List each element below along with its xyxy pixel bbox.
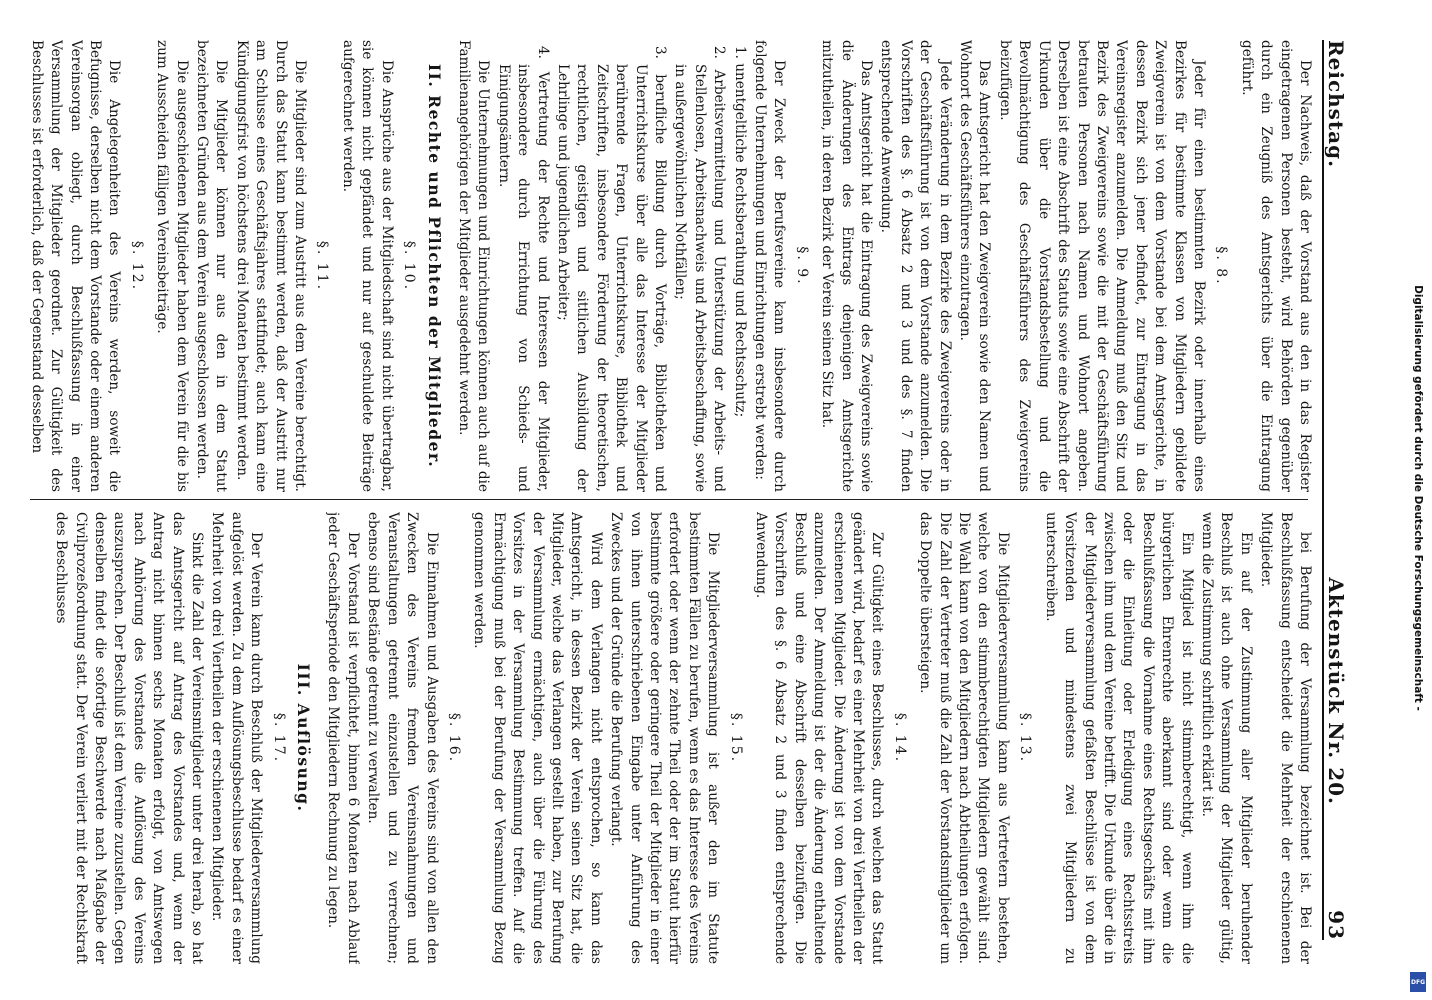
paragraph: Ein auf der Zustimmung aller Mitglieder beruhender Beschluß ist auch ohne Versammlung der Mitglieder gültig, wenn die Zustimmung schriftlich erklärt ist. bbox=[1198, 512, 1254, 964]
digitization-note bbox=[1407, 8, 1429, 988]
paragraph: Die ausgeschiedenen Mitglieder haben dem Verein für die bis zum Ausscheiden fälligen Vereinsbeiträge. bbox=[154, 40, 190, 492]
list-item: 4. Vertretung der Rechte und Interessen der Mitglieder, insbesondere durch Errichtung von Schieds- und Einigungsämtern. bbox=[495, 46, 551, 492]
section-number: §. 14. bbox=[891, 712, 908, 764]
text-column-left bbox=[28, 40, 1314, 492]
paragraph: Die Ansprüche aus der Mitgliedschaft sind nicht übertragbar, sie können nicht gepfändet und nur auf geschuldete Beiträge aufgerechnet werden. bbox=[339, 40, 395, 492]
digitization-note-text: Digitalisierung gefördert durch die Deutsche Forschungsgemeinschaft - bbox=[1412, 285, 1424, 711]
page-header bbox=[1322, 40, 1364, 940]
chapter-heading: III. Auflösung. bbox=[294, 663, 314, 813]
paragraph: Die Mitglieder können nur aus den in dem Statut bezeichneten Gründen aus dem Verein ausgeschlossen werden. bbox=[194, 40, 230, 492]
header-left: Reichstag. bbox=[1324, 40, 1348, 169]
section-number: §. 11. bbox=[314, 240, 331, 292]
section-number: §. 13. bbox=[1017, 712, 1034, 764]
paragraph: Jeder für einen bestimmten Bezirk oder innerhalb eines Bezirkes für bestimmte Klassen von Mitgliedern gebildete Zweigverein ist von dem Vorstande bei dem Amtsgerichte, in dessen Bezirk sich jener befindet, zur Eintragung in das Vereinsregister anzumelden. Die Anmeldung muß den Sitz und Bezirk des Zweigvereins sowie die mit der Geschäftsführung betrauten Personen nach Namen und Wohnort angeben. Derselben ist eine Abschrift des Statuts sowie eine Abschrift der Urkunden über die Vorstandsbestellung und die Bevollmächtigung des Geschäftsführers des Zweigvereins beizufügen. bbox=[996, 40, 1207, 492]
section-number: §. 15. bbox=[727, 712, 744, 764]
section-number: §. 10. bbox=[401, 240, 418, 292]
section-number: §. 12. bbox=[128, 240, 145, 292]
dfg-logo-text: DFG bbox=[1410, 978, 1425, 986]
paragraph: Das Amtsgericht hat die Eintragung des Zweigvereins sowie die Änderungen des Eintrags denjenigen Amtsgerichte mitzutheilen, in deren Bezirk der Verein seinen Sitz hat. bbox=[819, 40, 875, 492]
paragraph: Der Verein kann durch Beschluß der Mitgliederversammlung aufgelöst werden. Zu dem Auflösungsbeschlusse bedarf es einer Mehrheit von drei Viertheilen der erschienenen Mitglieder. bbox=[209, 512, 265, 964]
list-item: 1. unentgeltliche Rechtsberathung und Rechtsschutz; bbox=[731, 46, 748, 418]
paragraph: Zur Gültigkeit eines Beschlusses, durch welchen das Statut geändert wird, bedarf es einer Mehrheit von drei Viertheilen der erschienenen Mitglieder. Die Änderung ist von dem Vorstande anzumelden. Der Anmeldung ist der die Änderung enthaltende Beschluß und eine Abschrift desselben beizufügen. Die Vorschriften des §. 6 Absatz 2 und 3 finden entsprechende Anwendung. bbox=[753, 512, 886, 964]
chapter-heading: II. Rechte und Pflichten der Mitglieder. bbox=[424, 63, 444, 469]
paragraph: Der Zweck der Berufsvereine kann insbesondere durch folgende Unternehmungen und Einrichtungen erstrebt werden: bbox=[752, 40, 788, 492]
paragraph: Ein Mitglied ist nicht stimmberechtigt, wenn ihm die bürgerlichen Ehrenrechte aberkannt sind oder wenn die Beschlußfassung die Vornahme eines Rechtsgeschäfts mit ihm oder die Einleitung oder Erledigung eines Rechtsstreits zwischen ihm und dem Vereine betrifft. Die Urkunde über die in der Mitgliederversammlung gefaßten Beschlüsse ist von dem Vorsitzenden und mindestens zwei Mitgliedern zu unterschreiben. bbox=[1042, 512, 1195, 964]
header-title: Aktenstück Nr. 20. bbox=[1324, 577, 1348, 805]
paragraph: Der Nachweis, daß der Vorstand aus den in das Register eingetragenen Personen besteht, wird Behörden gegenüber durch ein Zeugniß des Amtsgerichts über die Eintragung geführt. bbox=[1238, 40, 1313, 492]
list-item: 2. Arbeitsvermittelung und Unterstützung der Arbeits- und Stellenlosen, Arbeitsnachweis und Arbeitsbeschaffung, sowie in außergewöhnlichen Nothfällen; bbox=[672, 46, 728, 492]
section-number: §. 9. bbox=[793, 246, 810, 286]
paragraph: Die Mitglieder sind zum Austritt aus dem Vereine berechtigt. Durch das Statut kann bestimmt werden, daß der Austritt nur am Schlusse eines Geschäftsjahres stattfindet; auch kann eine Kündigungsfrist von höchstens drei Monaten bestimmt werden. bbox=[233, 40, 309, 492]
paragraph: Der Vorstand ist verpflichtet, binnen 6 Monaten nach Ablauf jeder Geschäftsperiode den Mitgliedern Rechnung zu legen. bbox=[325, 512, 361, 964]
paragraph: Die Angelegenheiten des Vereins werden, soweit die Befugnisse, derselben nicht dem Vorstande oder einem anderen Vereinsorgan obliegt, durch Beschlußfassung in einer Versammlung der Mitglieder geordnet. Zur Gültigkeit des Beschlusses ist erforderlich, daß der Gegenstand desselben bbox=[28, 40, 123, 492]
dfg-logo-icon bbox=[1410, 972, 1426, 992]
paragraph: Die Unternehmungen und Einrichtungen können auch auf die Familienangehörigen der Mitglieder ausgedehnt werden. bbox=[455, 40, 492, 492]
page-number: 93 bbox=[1324, 910, 1348, 940]
paragraph: Das Amtsgericht hat den Zweigverein sowie den Namen und Wohnort des Geschäftsführers einzutragen. bbox=[957, 40, 993, 492]
rotated-document-page bbox=[8, 0, 1378, 1000]
paragraph: Sinkt die Zahl der Vereinsmitglieder unter drei herab, so hat das Amtsgericht auf Antrag des Vorstandes und, wenn der Antrag nicht binnen sechs Monaten erfolgt, von Amtswegen nach Anhörung des Vorstandes die Auflösung des Vereins auszusprechen. Der Beschluß ist dem Vereine zuzustellen. Gegen denselben findet die sofortige Beschwerde nach Maßgabe der Civilprozeßordnung statt. Der Verein verliert mit der Rechtskraft des Beschlusses bbox=[53, 512, 206, 964]
paragraph: Wird dem Verlangen nicht entsprochen, so kann das Amtsgericht, in dessen Bezirk der Verein seinen Sitz hat, die Mitglieder, welche das Verlangen gestellt haben, zur Berufung der Versammlung ermächtigen, auch über die Führung des Vorsitzes in der Versammlung Bestimmung treffen. Auf die Ermächtigung muß bei der Berufung der Versammlung Bezug genommen werden. bbox=[471, 512, 604, 964]
paragraph: Die Einnahmen und Ausgaben des Vereins sind von allen den Zwecken des Vereins fremden Vereinsnahmungen und Veranstaltungen getrennt einzustellen und zu verrechnen; ebenso sind Bestände getrennt zu verwalten. bbox=[365, 512, 440, 964]
text-column-right bbox=[28, 512, 1314, 964]
paragraph: bei Berufung der Versammlung bezeichnet ist. Bei der Beschlußfassung entscheidet die Mehrheit der erschienenen Mitglieder. bbox=[1258, 512, 1313, 964]
column-divider bbox=[30, 499, 1308, 500]
paragraph: Jede Veränderung in dem Bezirke des Zweigvereins oder in der Geschäftsführung ist von dem Vorstande anzumelden. Die Vorschriften des §. 6 Absatz 2 und 3 und des §. 7 finden entsprechende Anwendung. bbox=[878, 40, 953, 492]
list-item: 3. berufliche Bildung durch Vorträge, Bibliotheken und Unterrichtskurse über alle das Interesse der Mitglieder berührende Fragen, Unterrichtskurse, Bibliothek und Zeitschriften, insbesondere Förderung der theoretischen, rechtlichen, geistigen und sittlichen Ausbildung der Lehrlinge und jugendlichen Arbeiter; bbox=[554, 46, 668, 492]
section-number: §. 8. bbox=[1213, 246, 1230, 286]
paragraph: Die Mitgliederversammlung kann aus Vertretern bestehen, welche von den stimmberechtigten Mitgliedern gewählt sind. Die Wahl kann von den Mitgliedern nach Abtheilungen erfolgen. Die Zahl der Vertreter muß die Zahl der Vorstandsmitglieder um das Doppelte übersteigen. bbox=[917, 512, 1011, 964]
section-number: §. 16. bbox=[445, 712, 462, 764]
section-number: §. 17. bbox=[270, 712, 287, 764]
paragraph: Die Mitgliederversammlung ist außer den im Statute bestimmten Fällen zu berufen, wenn es das Interesse des Vereins erfordert oder wenn der zehnte Theil oder der im Statut hierfür bestimmte größere oder geringere Theil der Mitglieder in einer von ihnen unterschriebenen Eingabe unter Anführung des Zweckes und der Gründe die Berufung verlangt. bbox=[608, 512, 722, 964]
